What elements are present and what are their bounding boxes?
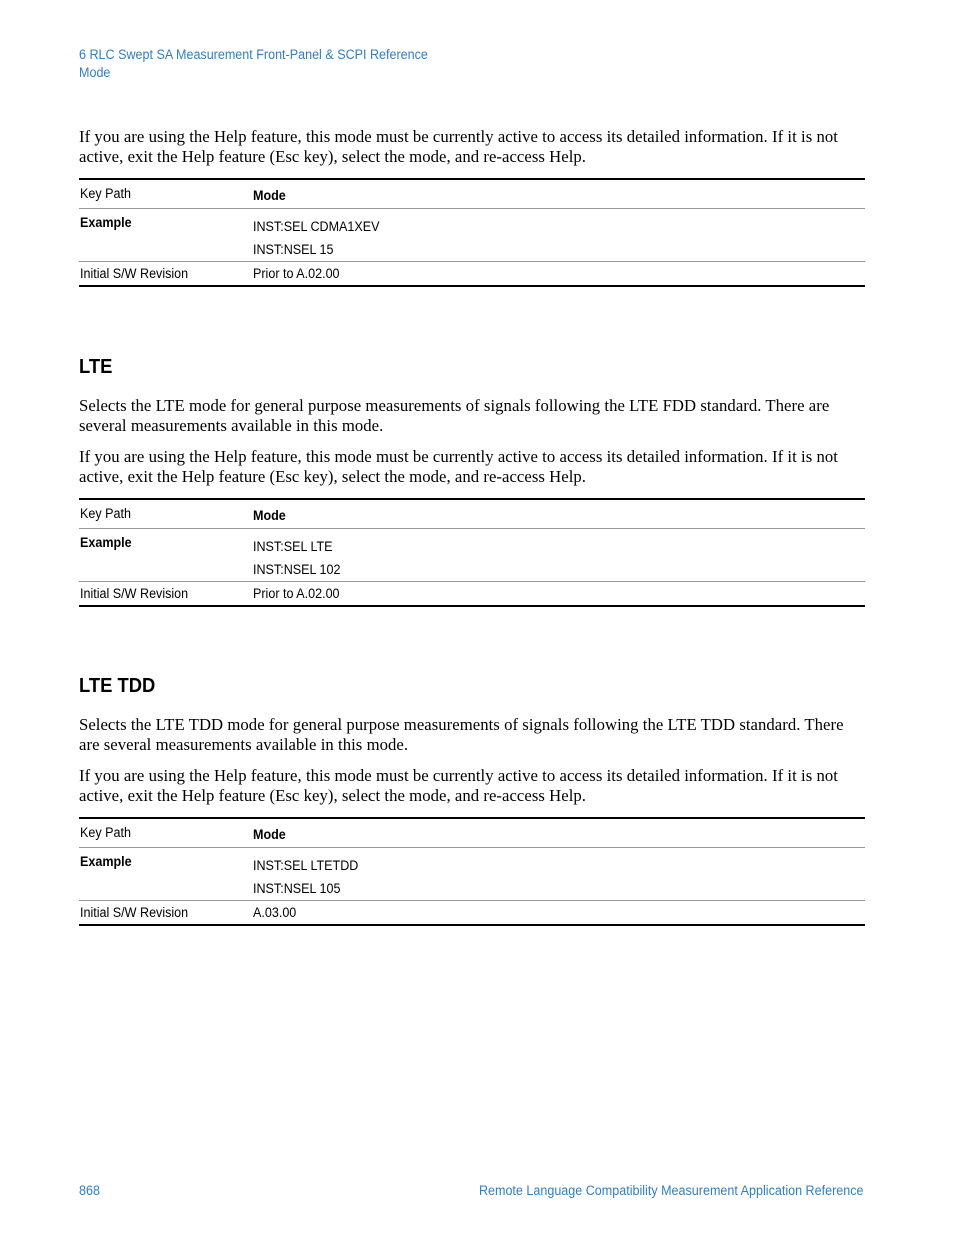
table-row (79, 528, 865, 581)
chapter-title: 6 RLC Swept SA Measurement Front-Panel & SCPI Reference (79, 47, 428, 62)
table-row (79, 179, 865, 208)
table-row (79, 818, 865, 847)
book-title: Remote Language Compatibility Measurement Application Reference (478, 1183, 863, 1198)
example-line: INST:NSEL 105 (253, 880, 341, 896)
example-label: Example (80, 214, 132, 230)
example-label: Example (80, 534, 132, 550)
example-value (253, 847, 865, 900)
example-value (253, 528, 865, 581)
key-path-value: Mode (253, 188, 286, 203)
table-row (79, 847, 865, 900)
key-path-label: Key Path (80, 506, 131, 521)
table-row (79, 581, 865, 606)
example-line: INST:SEL LTETDD (253, 857, 359, 873)
example-line: INST:NSEL 102 (253, 561, 341, 577)
intro-paragraph: If you are using the Help feature, this mode must be currently active to access its detailed information. If it is not active, exit the Help feature (Esc key), select the mode, and re-access Help. (79, 127, 838, 166)
intro-section (79, 127, 865, 287)
lte-description: Selects the LTE mode for general purpose measurements of signals following the LTE FDD standard. There are several measurements available in this mode. (79, 396, 830, 435)
lte-help-note: If you are using the Help feature, this mode must be currently active to access its detailed information. If it is not active, exit the Help feature (Esc key), select the mode, and re-access Help. (79, 447, 838, 486)
key-path-value: Mode (253, 508, 286, 523)
section-title: Mode (79, 65, 111, 80)
table-row (79, 499, 865, 528)
revision-label: Initial S/W Revision (80, 585, 189, 601)
example-line: INST:SEL CDMA1XEV (253, 218, 380, 234)
example-value (253, 208, 865, 261)
lte-tdd-key-table (79, 817, 865, 926)
lte-tdd-description: Selects the LTE TDD mode for general purpose measurements of signals following the LTE TDD standard. There are several measurements available in this mode. (79, 715, 844, 754)
example-line: INST:NSEL 15 (253, 241, 334, 257)
revision-label: Initial S/W Revision (80, 265, 189, 281)
key-path-label: Key Path (80, 825, 131, 840)
lte-tdd-help-note: If you are using the Help feature, this mode must be currently active to access its detailed information. If it is not active, exit the Help feature (Esc key), select the mode, and re-access Help. (79, 766, 838, 805)
table-row (79, 900, 865, 925)
revision-value: A.03.00 (253, 904, 297, 920)
revision-value: Prior to A.02.00 (253, 585, 340, 601)
key-path-label: Key Path (80, 186, 131, 201)
example-line: INST:SEL LTE (253, 538, 333, 554)
page-number: 868 (79, 1183, 100, 1198)
lte-key-table (79, 498, 865, 607)
lte-tdd-heading: LTE TDD (79, 675, 156, 697)
lte-tdd-section (79, 675, 865, 926)
revision-value: Prior to A.02.00 (253, 265, 340, 281)
table-row (79, 208, 865, 261)
revision-label: Initial S/W Revision (80, 904, 189, 920)
running-header (79, 46, 454, 82)
cdma-key-table (79, 178, 865, 287)
key-path-value: Mode (253, 827, 286, 842)
example-label: Example (80, 853, 132, 869)
lte-section (79, 356, 865, 607)
table-row (79, 261, 865, 286)
lte-heading: LTE (79, 356, 113, 378)
